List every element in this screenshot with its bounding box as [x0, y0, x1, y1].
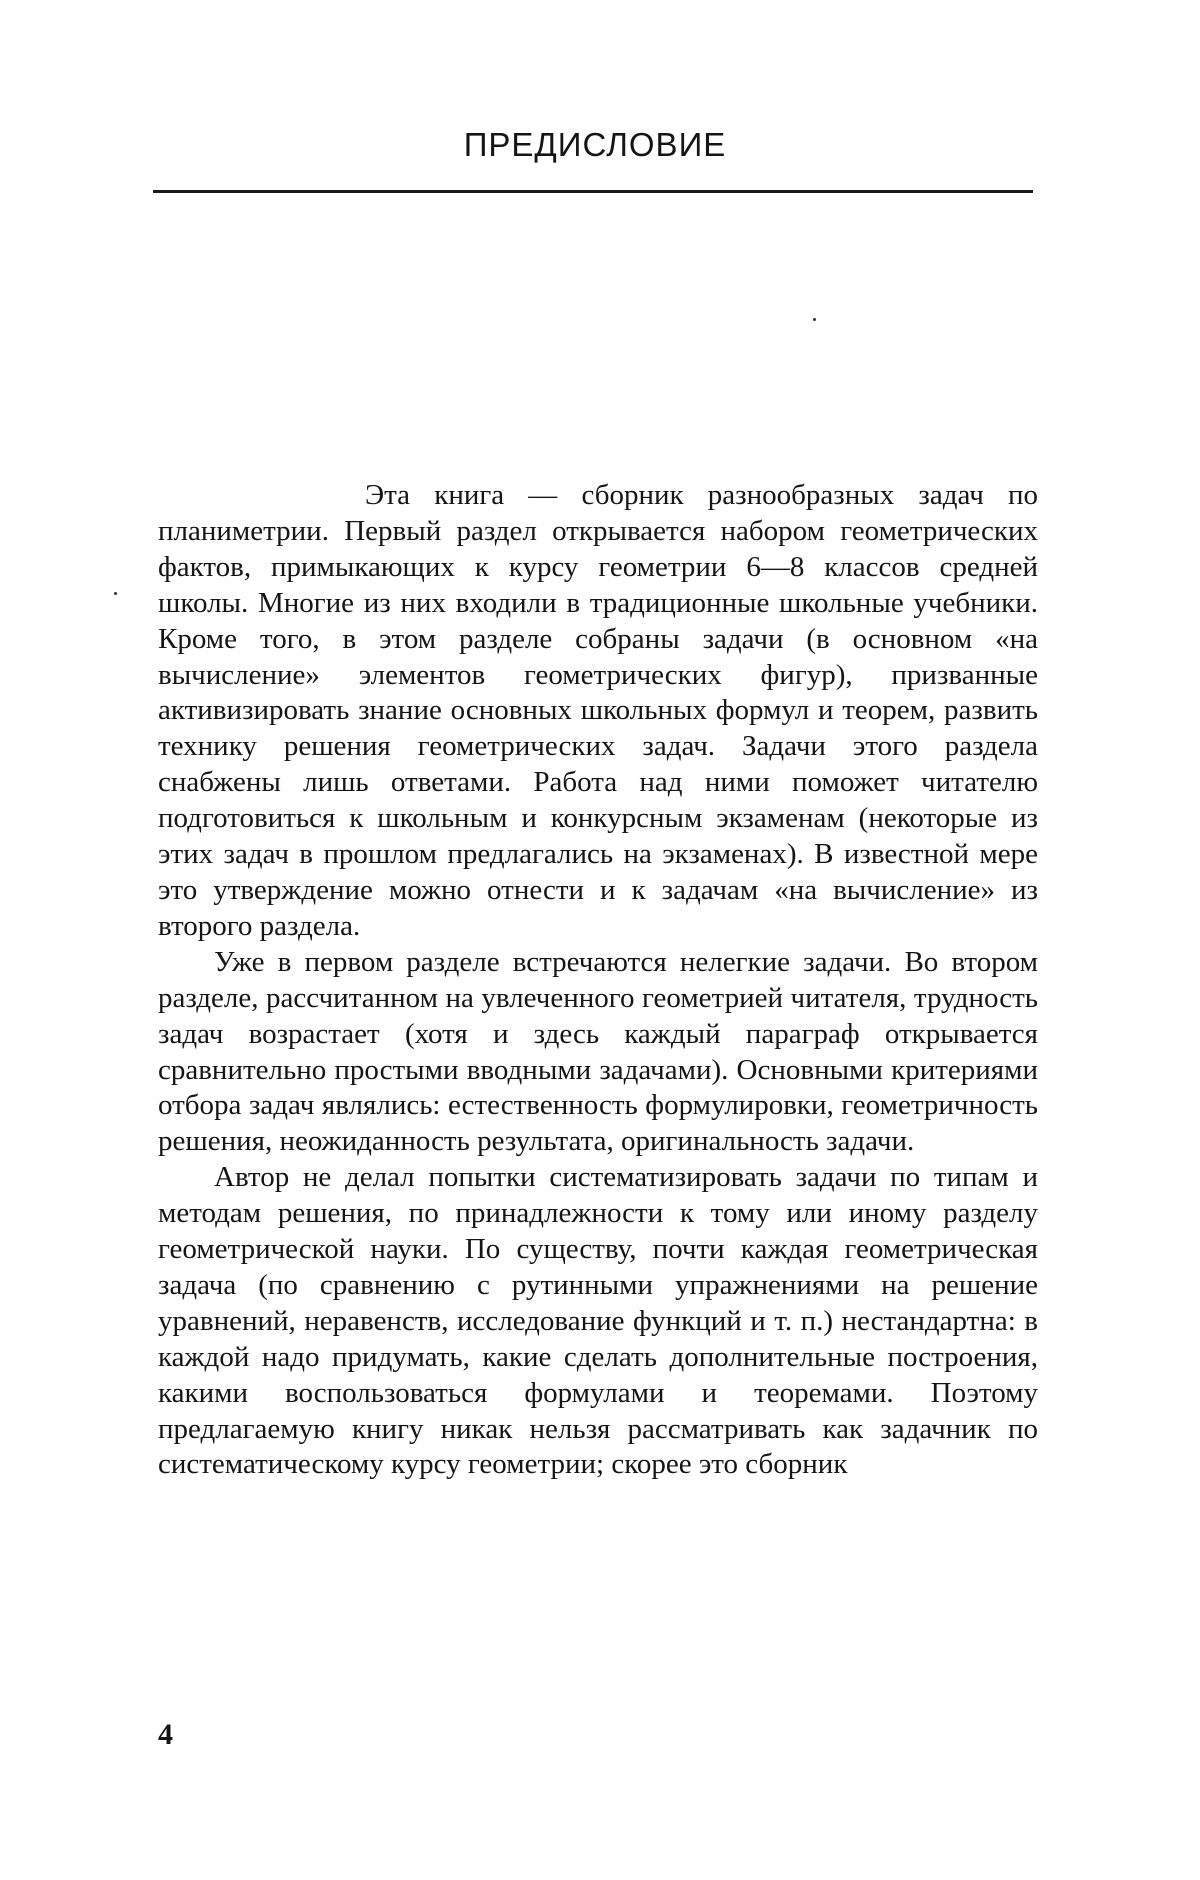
page-number: 4 [158, 1718, 173, 1751]
paragraph-1: Эта книга — сборник разнообразных задач по планиметрии. Первый раздел открывается набором геометрических фактов, примыкающих к курсу геометрии 6—8 классов средней школы. Многие из них входили в традиционные школьные учебники. Кроме того, в этом разделе собраны задачи (в основном «на вычисление» элементов геометрических фигур), призванные активизировать знание основных школьных формул и теорем, развить технику решения геометрических задач. Задачи этого раздела снабжены лишь ответами. Работа над ними поможет читателю подготовиться к школьным и конкурсным экзаменам (некоторые из этих задач в прошлом предлагались на экзаменах). В известной мере это утверждение можно отнести и к задачам «на вычисление» из второго раздела. [158, 479, 1038, 942]
paragraph-2: Уже в первом разделе встречаются нелегкие задачи. Во втором разделе, рассчитанном на увлеченного геометрией читателя, трудность задач возрастает (хотя и здесь каждый параграф открывается сравнительно простыми вводными задачами). Основными критериями отбора задач являлись: естественность формулировки, геометричность решения, неожиданность результата, оригинальность задачи. [158, 945, 1038, 1158]
page-title: ПРЕДИСЛОВИЕ [463, 126, 727, 163]
paragraph-3: Автор не делал попытки систематизировать задачи по типам и методам решения, по принадлежности к тому или иному разделу геометрической науки. По существу, почти каждая геометрическая задача (по сравнению с рутинными упражнениями на решение уравнений, неравенств, исследование функций и т. п.) нестандартна: в каждой надо придумать, какие сделать дополнительные построения, какими воспользоваться формулами и теоремами. Поэтому предлагаемую книгу никак нельзя рассматривать как задачник по систематическому курсу геометрии; скорее это сборник [158, 1161, 1038, 1481]
title-divider [153, 190, 1033, 193]
body-text [158, 478, 1038, 1483]
scan-speck [813, 318, 816, 321]
scan-speck [114, 592, 117, 595]
